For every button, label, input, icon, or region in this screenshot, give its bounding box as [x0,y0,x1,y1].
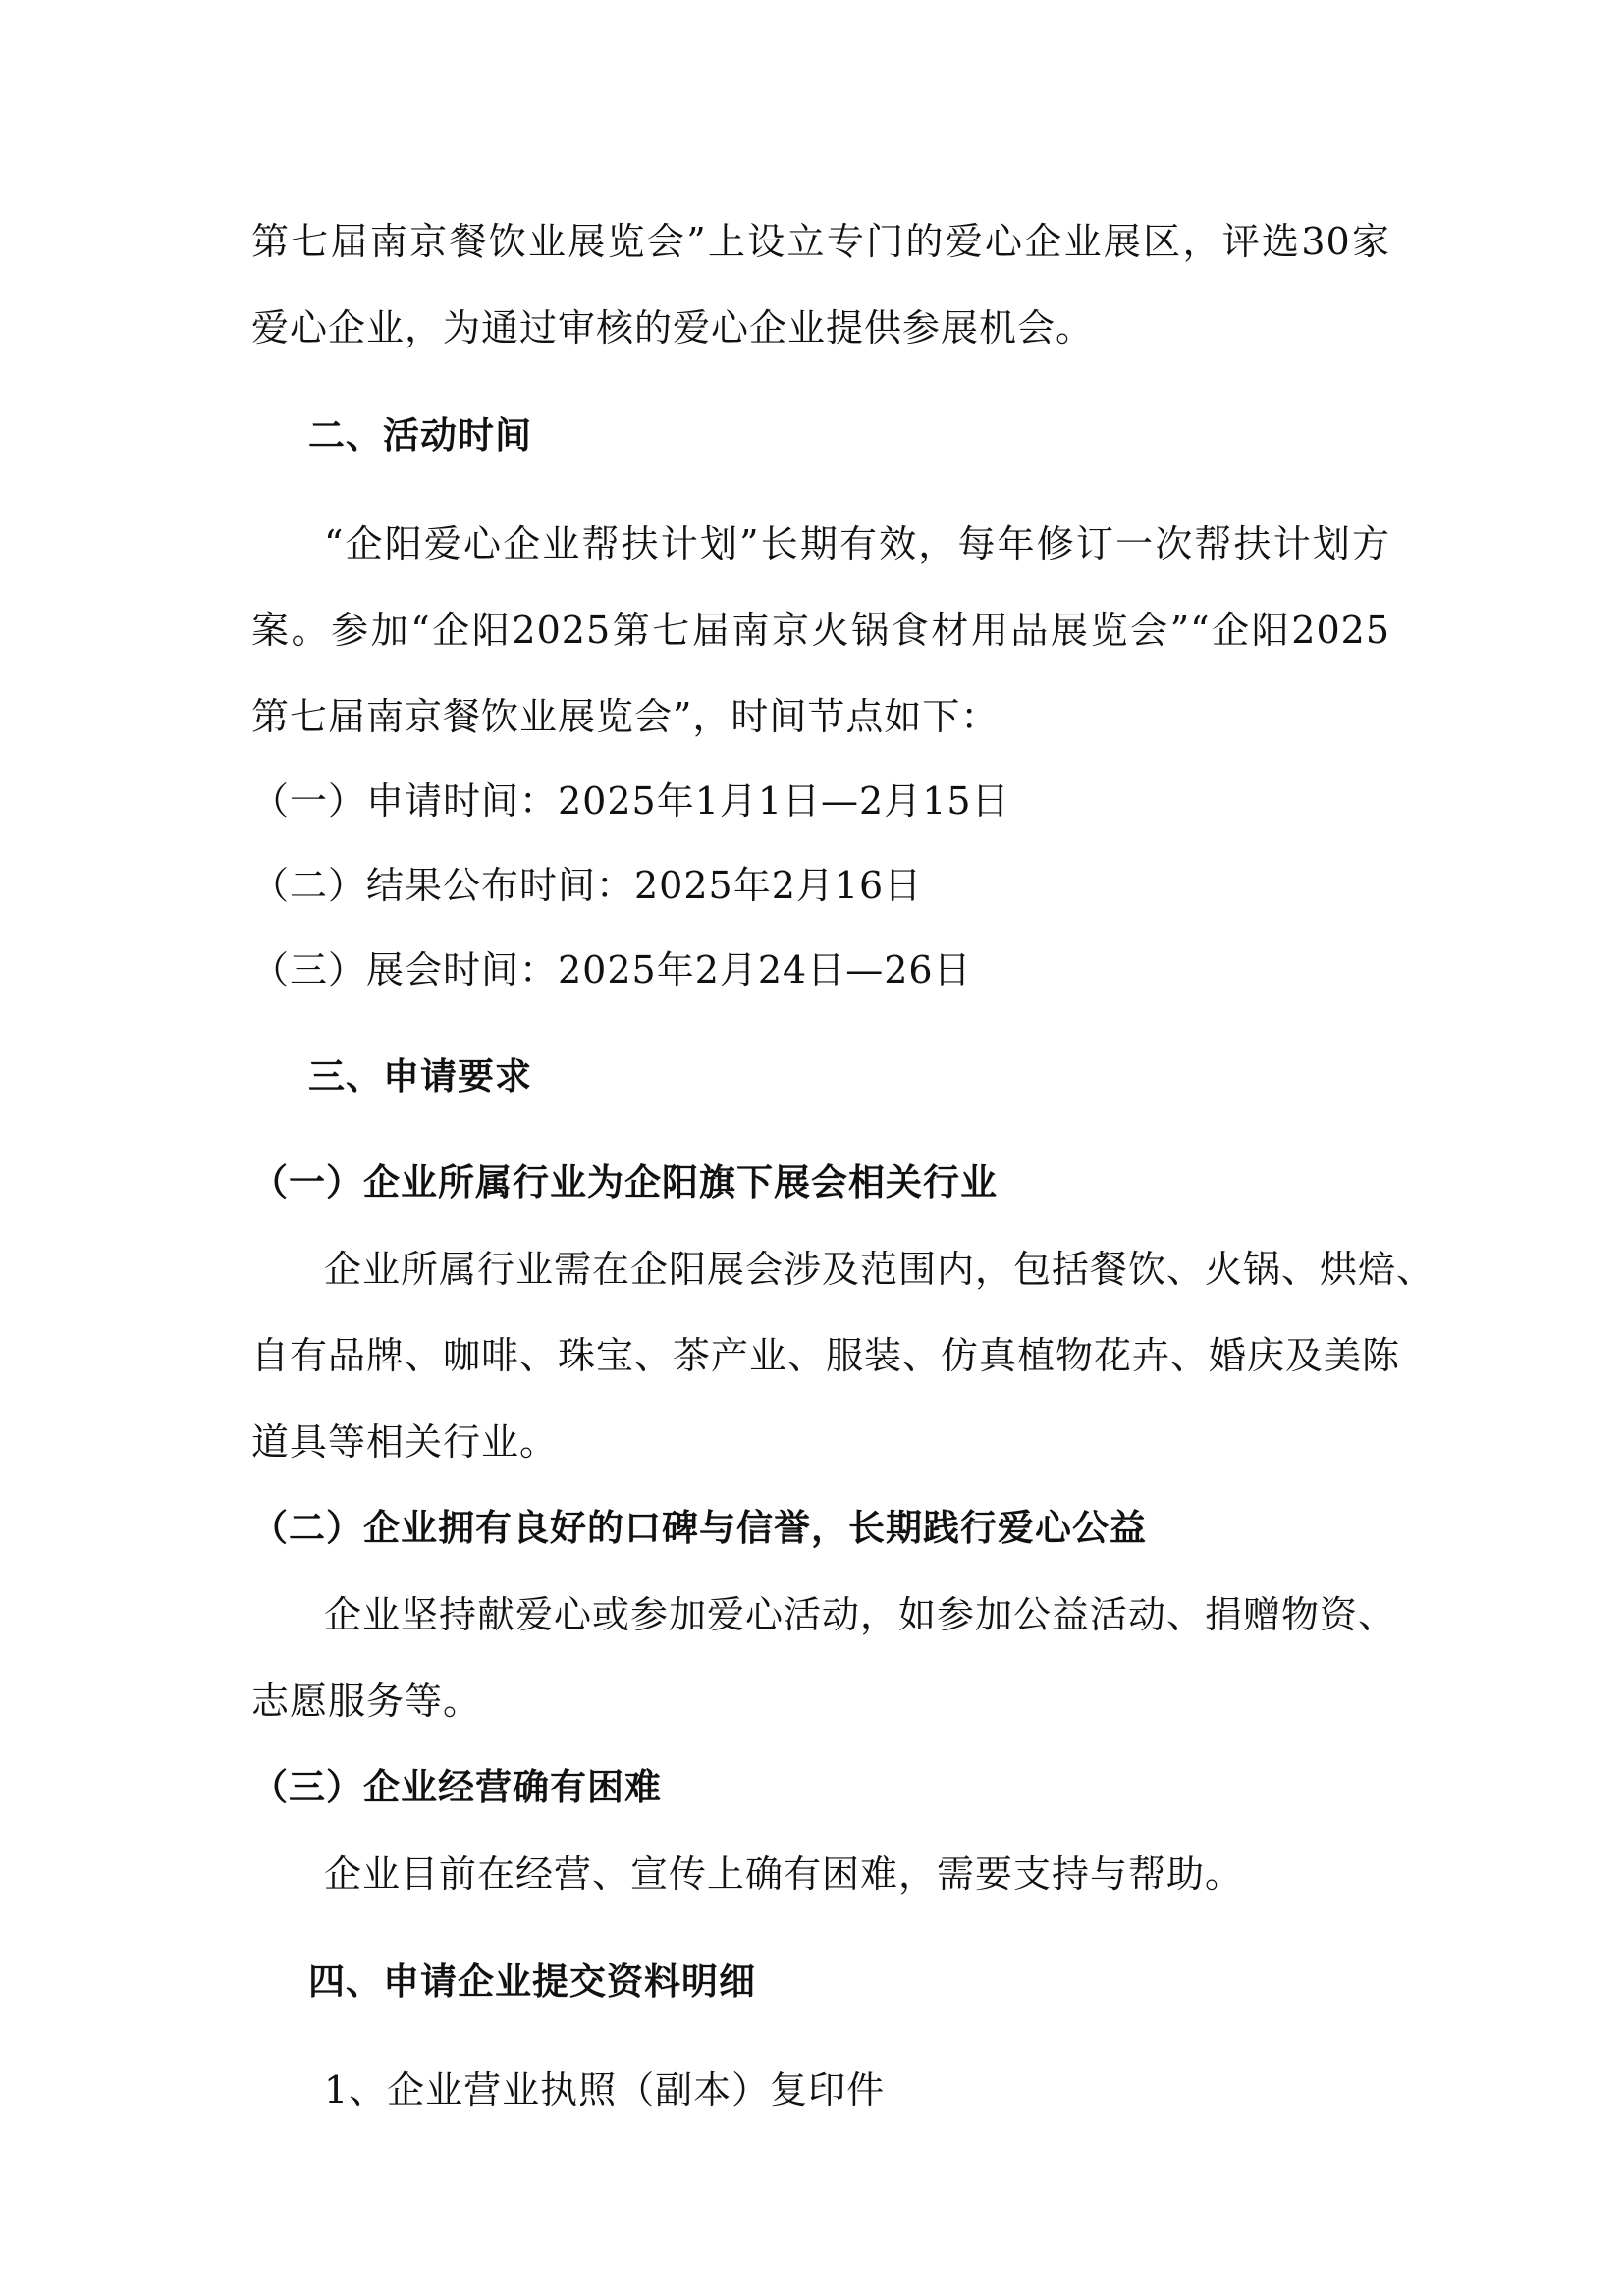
paragraph-line: “企阳爱心企业帮扶计划”长期有效，每年修订一次帮扶计划方 [324,522,1390,565]
paragraph-line: 道具等相关行业。 [251,1420,559,1464]
list-item-apply-time: （一）申请时间：2025年1月1日—2月15日 [251,779,1010,823]
paragraph-line: 志愿服务等。 [251,1680,482,1723]
paragraph-line: 自有品牌、咖啡、珠宝、茶产业、服装、仿真植物花卉、婚庆及美陈 [251,1334,1401,1377]
intro-line-1: 第七届南京餐饮业展览会”上设立专门的爱心企业展区，评选30家 [251,220,1390,263]
list-item-expo-time: （三）展会时间：2025年2月24日—26日 [251,948,972,991]
intro-line-2: 爱心企业，为通过审核的爱心企业提供参展机会。 [251,306,1095,349]
subheading-industry: （一）企业所属行业为企阳旗下展会相关行业 [251,1161,998,1203]
section-heading-materials: 四、申请企业提交资料明细 [308,1960,756,2002]
section-heading-activity-time: 二、活动时间 [308,414,532,456]
list-item-result-time: （二）结果公布时间：2025年2月16日 [251,864,923,907]
paragraph-line: 案。参加“企阳2025第七届南京火锅食材用品展览会”“企阳2025 [251,609,1390,652]
subheading-difficulty: （三）企业经营确有困难 [251,1766,662,1808]
paragraph-line: 企业目前在经营、宣传上确有困难，需要支持与帮助。 [324,1852,1244,1896]
paragraph-line: 第七届南京餐饮业展览会”，时间节点如下： [251,695,1000,738]
list-item-business-license: 1、企业营业执照（副本）复印件 [324,2068,886,2111]
subheading-reputation: （二）企业拥有良好的口碑与信誉，长期践行爱心公益 [251,1507,1147,1549]
section-heading-requirements: 三、申请要求 [308,1055,532,1097]
paragraph-line: 企业坚持献爱心或参加爱心活动，如参加公益活动、捐赠物资、 [324,1593,1397,1636]
paragraph-line: 企业所属行业需在企阳展会涉及范围内，包括餐饮、火锅、烘焙、 [324,1248,1435,1291]
